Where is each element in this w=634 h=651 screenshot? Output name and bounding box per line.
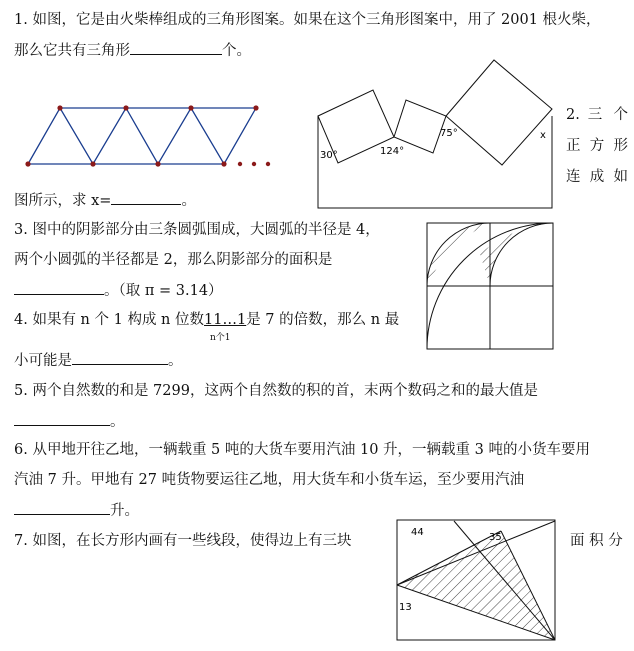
- q2-line2-before: 图所示，求 x=: [14, 193, 112, 209]
- angle-75: 75°: [440, 128, 458, 139]
- q2-col-line2: 正 方 形: [566, 138, 628, 154]
- q4-line1: [14, 310, 400, 343]
- q1-line2-after: 个。: [222, 43, 251, 59]
- q6-line2: 汽油 7 升。甲地有 27 吨货物要运往乙地，用大货车和小货车运，至少要用汽油: [14, 472, 525, 488]
- q6-line3: [14, 500, 139, 521]
- q5-line2: [14, 411, 125, 432]
- q2-line2-after: 。: [181, 193, 196, 209]
- arcs-figure: [425, 221, 555, 351]
- q2-line2: [14, 190, 196, 211]
- q4-line2-after: 。: [168, 353, 183, 369]
- area-13: 13: [399, 602, 412, 613]
- angle-30: 30°: [320, 150, 338, 161]
- q6-line1: 6. 从甲地开往乙地，一辆载重 5 吨的大货车要用汽油 10 升，一辆载重 3 吨的小货车要用: [14, 442, 590, 458]
- area-44: 44: [411, 527, 424, 538]
- q4-line1-after: 是 7 的倍数，那么 n 最: [246, 312, 400, 328]
- q4-answer-blank[interactable]: [72, 350, 168, 365]
- q3-answer-blank[interactable]: [14, 280, 104, 295]
- angle-x: x: [540, 130, 546, 141]
- q2-col-line1: 2. 三 个: [566, 107, 628, 123]
- area-35: 35: [489, 532, 502, 543]
- q6-answer-blank[interactable]: [14, 500, 110, 515]
- q1-line2-before: 那么它共有三角形: [14, 43, 130, 59]
- q3-line3-after: 。（取 π = 3.14）: [104, 283, 223, 299]
- q2-answer-blank[interactable]: [111, 190, 181, 205]
- three-squares-figure: [314, 58, 556, 210]
- q4-line2-before: 小可能是: [14, 353, 72, 369]
- q4-number: 11…1: [204, 312, 247, 328]
- q1-line2: [14, 40, 251, 61]
- matchstick-triangle-figure: [20, 100, 280, 172]
- q4-line2: [14, 350, 183, 371]
- q5-line1: 5. 两个自然数的和是 7299，这两个自然数的积的首，末两个数码之和的最大值是: [14, 383, 538, 399]
- rectangle-segments-figure: [395, 518, 559, 644]
- q5-answer-blank[interactable]: [14, 411, 110, 426]
- q3-line2: 两个小圆弧的半径都是 2，那么阴影部分的面积是: [14, 252, 333, 268]
- q6-line3-after: 升。: [110, 503, 139, 519]
- q4-repunit: [204, 310, 247, 343]
- q2-text-column: [566, 100, 628, 193]
- q4-brace-label: n个1: [210, 333, 231, 343]
- q2-col-line3: 连 成 如: [566, 169, 628, 185]
- angle-124: 124°: [380, 146, 405, 157]
- q7-line1-right: 面 积 分: [570, 533, 623, 549]
- q3-line3: [14, 280, 223, 301]
- q7-line1: 7. 如图，在长方形内画有一些线段，使得边上有三块: [14, 533, 352, 549]
- q3-line1: 3. 图中的阴影部分由三条圆弧围成，大圆弧的半径是 4，: [14, 222, 380, 238]
- q1-line1: 1. 如图，它是由火柴棒组成的三角形图案。如果在这个三角形图案中，用了 2001 根火柴，: [14, 12, 601, 28]
- q1-answer-blank[interactable]: [130, 40, 222, 55]
- q4-line1-before: 4. 如果有 n 个 1 构成 n 位数: [14, 312, 205, 328]
- q5-line2-after: 。: [110, 414, 125, 430]
